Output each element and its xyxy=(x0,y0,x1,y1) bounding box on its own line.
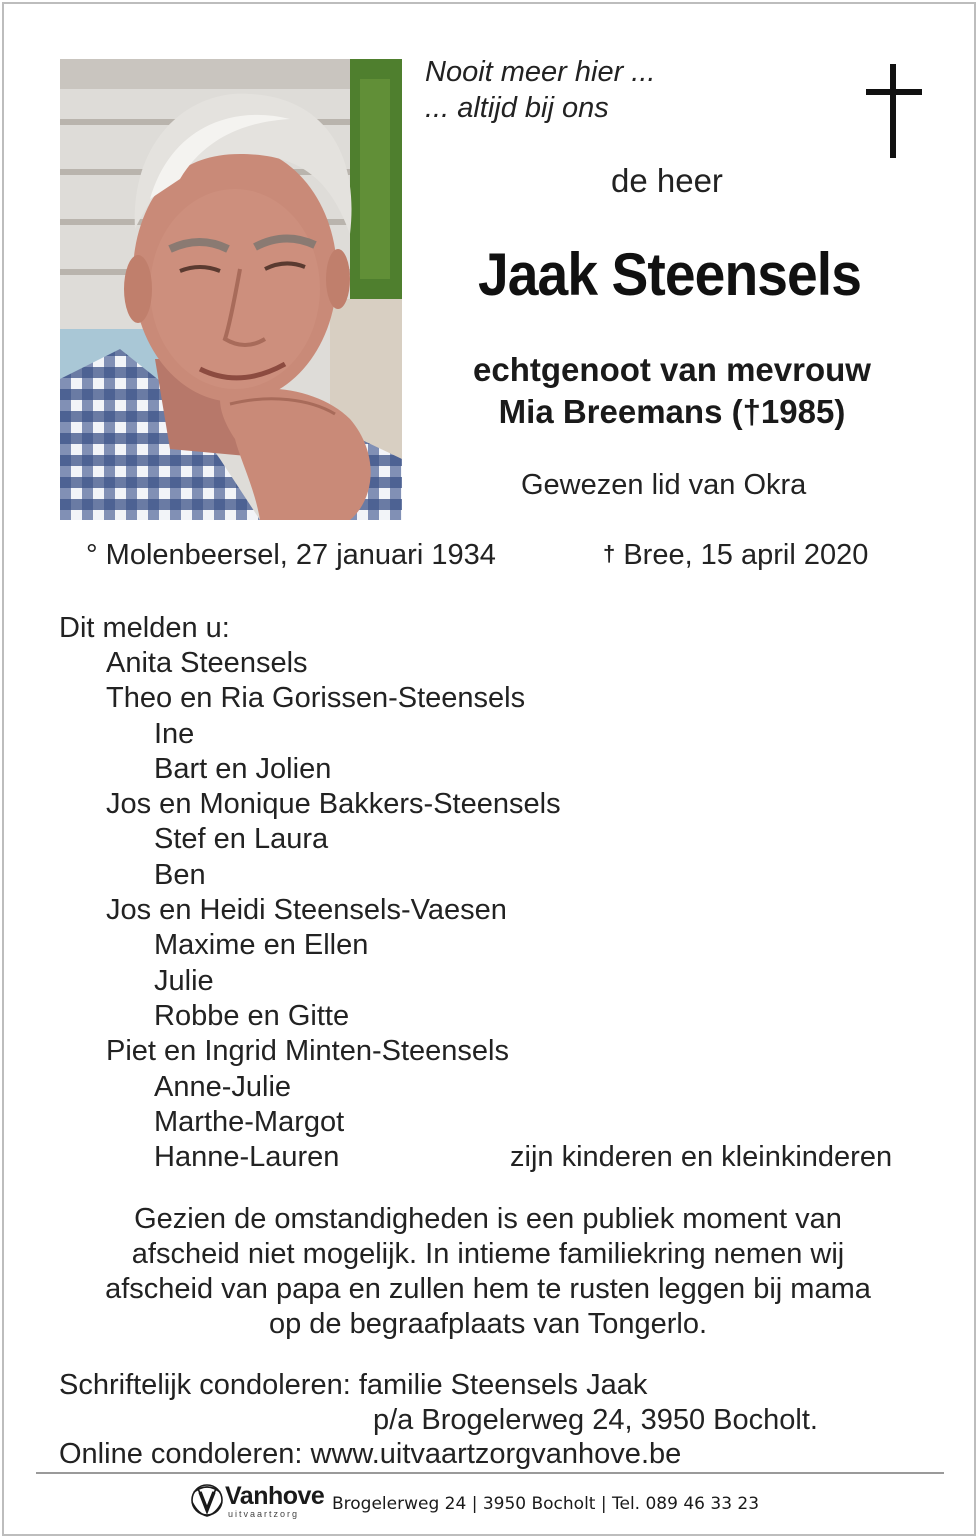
spouse-line-1: echtgenoot van mevrouw xyxy=(473,351,871,388)
family-member: Maxime en Ellen xyxy=(154,929,369,962)
death-symbol: † xyxy=(603,541,616,566)
footer-contact: Brogelerweg 24 | 3950 Bocholt | Tel. 089 46 33 23 xyxy=(332,1494,760,1514)
family-member: Jos en Heidi Steensels-Vaesen xyxy=(106,894,507,927)
birth-info xyxy=(86,539,496,572)
family-member: Julie xyxy=(154,964,214,997)
family-member: Stef en Laura xyxy=(154,823,329,856)
family-member: Ben xyxy=(154,858,206,891)
logo-subtitle: uitvaartzorg xyxy=(228,1509,300,1519)
message-line: op de begraafplaats van Tongerlo. xyxy=(268,1308,708,1340)
family-member: Bart en Jolien xyxy=(154,752,332,785)
written-condolences: Schriftelijk condoleren: familie Steensels Jaak xyxy=(59,1369,648,1401)
birth-symbol: ° xyxy=(86,539,98,571)
online-condolences: Online condoleren: www.uitvaartzorgvanhove.be xyxy=(59,1438,682,1470)
membership: Gewezen lid van Okra xyxy=(521,469,807,501)
message-paragraph xyxy=(40,1202,936,1342)
message-line: Gezien de omstandigheden is een publiek moment van xyxy=(134,1203,842,1235)
family-member: Anita Steensels xyxy=(106,647,308,679)
message-line: afscheid van papa en zullen hem te rusten leggen bij mama xyxy=(105,1273,871,1305)
family-member: Jos en Monique Bakkers-Steensels xyxy=(106,788,561,821)
death-info xyxy=(603,539,868,572)
family-member: Hanne-Lauren xyxy=(154,1141,340,1174)
deceased-name: Jaak Steensels xyxy=(478,241,862,308)
death-text: Bree, 15 april 2020 xyxy=(623,539,869,571)
title-prefix: de heer xyxy=(611,162,723,199)
family-list xyxy=(59,646,561,1175)
family-member: Anne-Julie xyxy=(154,1070,292,1103)
family-member: Robbe en Gitte xyxy=(154,999,350,1032)
condolence-address: p/a Brogelerweg 24, 3950 Bocholt. xyxy=(373,1404,818,1436)
portrait-photo xyxy=(60,59,402,520)
motto-line-1: Nooit meer hier ... xyxy=(425,56,656,88)
family-member: Ine xyxy=(154,717,195,750)
family-member: Marthe-Margot xyxy=(154,1105,345,1138)
cross-icon xyxy=(866,64,922,158)
announcement-intro: Dit melden u: xyxy=(59,612,230,644)
motto-line-2: ... altijd bij ons xyxy=(425,92,609,124)
spouse-line-2: Mia Breemans (†1985) xyxy=(498,393,846,430)
message-line: afscheid niet mogelijk. In intieme familiekring nemen wij xyxy=(131,1238,845,1270)
vanhove-emblem-icon xyxy=(188,1480,226,1520)
spouse-block xyxy=(440,349,904,433)
birth-text: Molenbeersel, 27 januari 1934 xyxy=(105,539,496,571)
family-relation: zijn kinderen en kleinkinderen xyxy=(510,1141,893,1173)
footer-divider xyxy=(36,1472,944,1474)
family-member: Piet en Ingrid Minten-Steensels xyxy=(106,1035,509,1068)
family-member: Theo en Ria Gorissen-Steensels xyxy=(106,682,526,715)
logo-name: Vanhove xyxy=(225,1482,325,1510)
vanhove-logo xyxy=(188,1480,323,1520)
